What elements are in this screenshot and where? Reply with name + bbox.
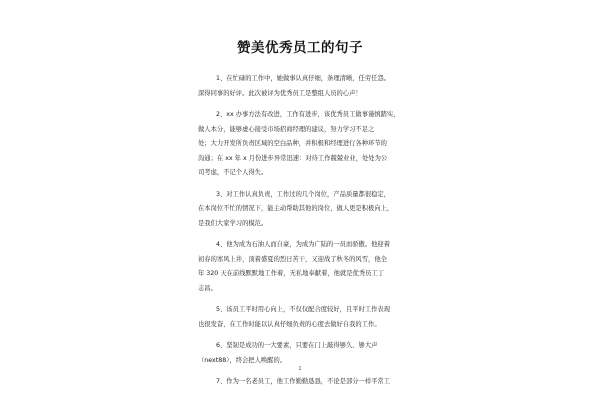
- paragraph-line: 沟通；在 xx 年 x 月份进步异常迅速：对待工作兢兢业业，处处为公: [198, 154, 388, 162]
- document-title: 赞美优秀员工的句子: [237, 40, 363, 56]
- document-body: [198, 72, 410, 397]
- paragraph-line: 5、该员工平时用心向上，不仅仅配合度较好，且平时工作表现: [216, 306, 391, 313]
- paragraph-line: 6、坚韧是成功的一大要素，只要在门上敲得够久、够大声: [216, 342, 378, 349]
- paragraph-5: [198, 303, 410, 332]
- paragraph-line: 司考虑，不记个人得失。: [198, 169, 268, 176]
- page-number: 1: [298, 366, 302, 372]
- paragraph-4: [198, 238, 410, 296]
- paragraph-line: 志昌。: [198, 284, 217, 292]
- paragraph-line: 处；大力开发所负责区域的空白品种，并积极和经理进行各种环节的: [198, 140, 387, 147]
- paragraph-line: 在本岗位不忙的情况下，能主动帮助其他的岗位，做人更是积极向上，: [198, 205, 394, 212]
- paragraph-line: 也很发奋，在工作时能以认真仔细负责的心度去做好自我的工作。: [198, 320, 381, 328]
- paragraph-line: 2、xx 办事方法有改进，工作有进步，该优秀员工做事谨慎踏实，: [216, 111, 400, 118]
- paragraph-line: 7、作为一名老员工，他工作勤勤恳恳，不论是部分一样平常工: [216, 378, 391, 385]
- paragraph-line: 是我们大家学习的模范。: [198, 219, 268, 227]
- paragraph-line: 初春的寒风上井，顶着盛夏的烈日苦干，又迎战了秋冬的风雪，他全: [198, 255, 387, 263]
- paragraph-3: [198, 188, 410, 232]
- paragraph-line: 年 320 天在前线默默地工作着，无私地奉献着，他就是优秀员工丁: [198, 270, 385, 277]
- paragraph-line: （next88），终会把人唤醒的。: [198, 356, 287, 364]
- paragraph-line: 1、在忙碌的工作中，她做事认真仔细，条理清晰，任劳任怨。: [216, 75, 391, 82]
- paragraph-line: 深得同事的好评。此次被评为优秀员工是整组人员的心声！: [198, 89, 362, 97]
- paragraph-2: [198, 108, 410, 181]
- paragraph-7: [198, 375, 410, 390]
- paragraph-line: 4、他为成为石油人而自豪，为成为广陆的一员而骄傲。他迎着: [216, 241, 391, 248]
- paragraph-1: [198, 72, 410, 101]
- paragraph-line: 做人本分，能够虚心接受市场招商经理的建议，努力学习不足之: [198, 125, 375, 133]
- paragraph-line: 3、对工作认真负责，工作过的几个岗位，产品质量都很稳定，: [216, 190, 391, 198]
- paragraph-6: [198, 339, 410, 368]
